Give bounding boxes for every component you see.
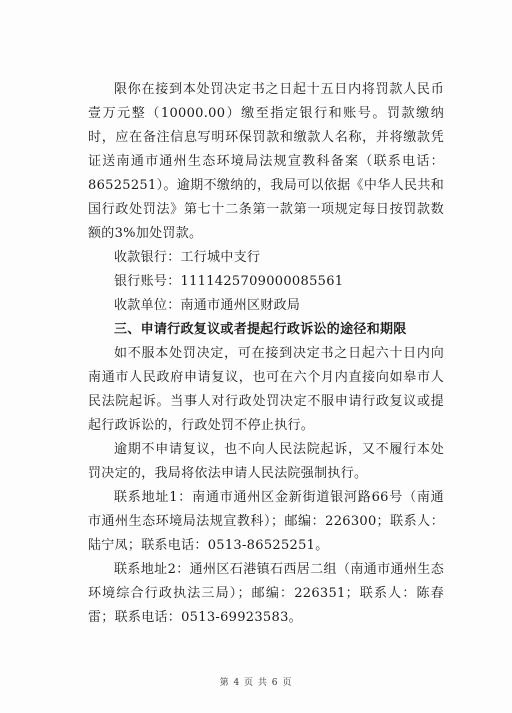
appeal-paragraph: 如不服本处罚决定，可在接到决定书之日起六十日内向南通市人民政府申请复议，也可在六个月内直接向如皋市人民法院起诉。当事人对行政处罚决定不服申请行政复议或提起行政诉讼的，行政处罚不停止执行。 bbox=[88, 346, 444, 433]
page-number-footer: 第 4 页 共 6 页 bbox=[219, 678, 293, 688]
contact-address-1: 联系地址1：南通市通州区金新街道银河路66号（南通市通州生态环境局法规宣教科）；邮编：226300；联系人：陆宁凤；联系电话：0513-86525251。 bbox=[88, 490, 444, 553]
receiving-bank: 收款银行：工行城中支行 bbox=[114, 250, 261, 265]
enforcement-paragraph: 逾期不申请复议，也不向人民法院起诉，又不履行本处罚决定的，我局将依法申请人民法院强制执行。 bbox=[88, 442, 444, 481]
contact-address-2: 联系地址2：通州区石港镇石西居二组（南通市通州生态环境综合行政执法三局）；邮编：226351；联系人：陈春雷；联系电话：0513-69923583。 bbox=[88, 562, 444, 625]
receiving-unit: 收款单位：南通市通州区财政局 bbox=[114, 298, 301, 313]
bank-account-number: 银行账号：1111425709000085561 bbox=[114, 274, 344, 289]
section-heading-appeal: 三、申请行政复议或者提起行政诉讼的途径和期限 bbox=[114, 322, 407, 337]
document-body bbox=[88, 78, 444, 630]
penalty-payment-paragraph: 限你在接到本处罚决定书之日起十五日内将罚款人民币壹万元整（10000.00）缴至指定银行和账号。罚款缴纳时，应在备注信息写明环保罚款和缴款人名称，并将缴款凭证送南通市通州生态环境局法规宣教科备案（联系电话：86525251）。逾期不缴纳的，我局可以依据《中华人民共和国行政处罚法》第七十二条第一款第一项规定每日按罚款数额的3%加处罚款。 bbox=[88, 82, 444, 241]
